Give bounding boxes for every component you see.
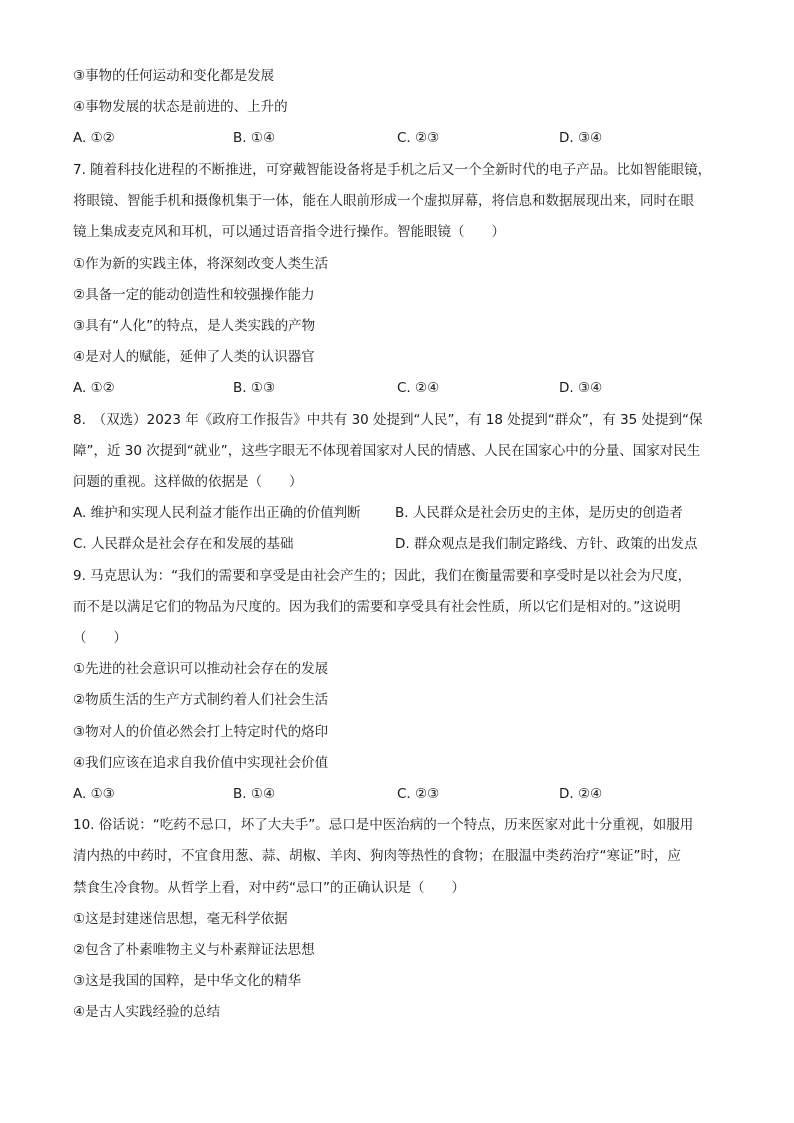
q6-item-4: ④事物发展的状态是前进的、上升的 — [73, 99, 288, 115]
q9-option-b: B. ①④ — [233, 786, 276, 802]
q10-stem-line-3: 禁食生冷食物。从哲学上看，对中药“忌口”的正确认识是（ ） — [73, 880, 465, 896]
q9-item-3: ③物对人的价值必然会打上特定时代的烙印 — [73, 724, 329, 740]
q8-stem-line-3: 问题的重视。这样做的依据是（ ） — [73, 474, 303, 490]
q8-option-b: B. 人民群众是社会历史的主体，是历史的创造者 — [395, 505, 683, 521]
q8-options-row-2 — [73, 534, 733, 554]
q8-stem-line-2: 障”，近 30 次提到“就业”，这些字眼无不体现着国家对人民的情感、人民在国家心中的分量、国家对民生 — [73, 443, 701, 459]
q10-item-1: ①这是封建迷信思想，毫无科学依据 — [73, 911, 288, 927]
q7-stem-line-1: 7. 随着科技化进程的不断推进，可穿戴智能设备将是手机之后又一个全新时代的电子产品。比如智能眼镜， — [73, 162, 712, 178]
q7-item-3: ③具有“人化”的特点，是人类实践的产物 — [73, 318, 316, 334]
q7-item-2: ②具备一定的能动创造性和较强操作能力 — [73, 287, 315, 303]
q7-item-1: ①作为新的实践主体，将深刻改变人类生活 — [73, 256, 329, 272]
q10-item-2: ②包含了朴素唯物主义与朴素辩证法思想 — [73, 942, 315, 958]
q8-options-row-1 — [73, 503, 733, 523]
q8-stem-line-1: 8. （双选）2023 年《政府工作报告》中共有 30 处提到“人民”，有 18 处提到“群众”，有 35 处提到“保 — [73, 412, 703, 428]
q7-option-a: A. ①② — [73, 380, 115, 396]
q7-item-4: ④是对人的赋能，延伸了人类的认识器官 — [73, 349, 315, 365]
q10-stem-line-2: 清内热的中药时，不宜食用葱、蒜、胡椒、羊肉、狗肉等热性的食物；在服温中类药治疗“寒证”时，应 — [73, 848, 681, 864]
q6-options — [73, 128, 733, 148]
q7-option-b: B. ①③ — [233, 380, 276, 396]
q6-option-d: D. ③④ — [559, 130, 603, 146]
q6-option-c: C. ②③ — [397, 130, 440, 146]
q7-option-c: C. ②④ — [397, 380, 440, 396]
q10-stem-line-1: 10. 俗话说：“吃药不忌口，坏了大夫手”。忌口是中医治病的一个特点，历来医家对此十分重视，如服用 — [73, 817, 694, 833]
q6-option-b: B. ①④ — [233, 130, 276, 146]
q7-options — [73, 378, 733, 398]
q6-item-3: ③事物的任何运动和变化都是发展 — [73, 68, 275, 84]
q9-stem-line-1: 9. 马克思认为：“我们的需要和享受是由社会产生的；因此，我们在衡量需要和享受时是以社会为尺度， — [73, 568, 692, 584]
q10-item-4: ④是古人实践经验的总结 — [73, 1004, 221, 1020]
q9-stem-line-2: 而不是以满足它们的物品为尺度的。因为我们的需要和享受具有社会性质，所以它们是相对的。”这说明 — [73, 599, 681, 615]
q9-options — [73, 784, 733, 804]
q8-option-d: D. 群众观点是我们制定路线、方针、政策的出发点 — [395, 536, 698, 552]
q7-stem-line-2: 将眼镜、智能手机和摄像机集于一体，能在人眼前形成一个虚拟屏幕，将信息和数据展现出来，同时在眼 — [73, 193, 694, 209]
q9-item-4: ④我们应该在追求自我价值中实现社会价值 — [73, 755, 329, 771]
q7-option-d: D. ③④ — [559, 380, 603, 396]
q8-option-a: A. 维护和实现人民利益才能作出正确的价值判断 — [73, 505, 361, 521]
q9-item-1: ①先进的社会意识可以推动社会存在的发展 — [73, 661, 329, 677]
q7-stem-line-3: 镜上集成麦克风和耳机，可以通过语音指令进行操作。智能眼镜（ ） — [73, 224, 505, 240]
q8-option-c: C. 人民群众是社会存在和发展的基础 — [73, 536, 294, 552]
q9-item-2: ②物质生活的生产方式制约着人们社会生活 — [73, 692, 329, 708]
q6-option-a: A. ①② — [73, 130, 115, 146]
q10-item-3: ③这是我国的国粹，是中华文化的精华 — [73, 973, 302, 989]
q9-option-a: A. ①③ — [73, 786, 115, 802]
q9-stem-line-3: （ ） — [73, 630, 127, 646]
q9-option-c: C. ②③ — [397, 786, 440, 802]
q9-option-d: D. ②④ — [559, 786, 603, 802]
